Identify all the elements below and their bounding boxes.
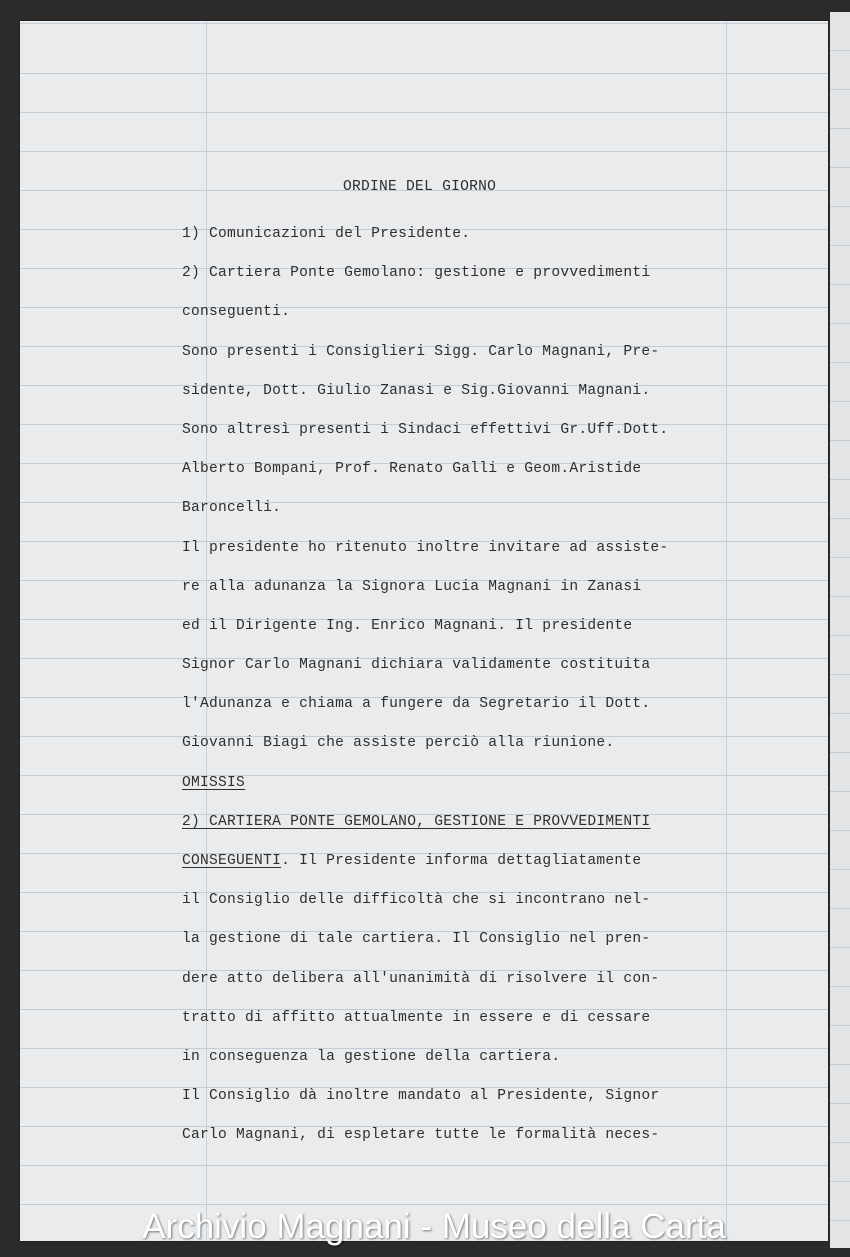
text-line: Sono altresì presenti i Sindaci effettivi Gr.Uff.Dott. [182, 421, 669, 438]
text-line: Giovanni Biagi che assiste perciò alla riunione. [182, 735, 615, 752]
adjacent-page-edge [830, 12, 850, 1248]
text-line: l'Adunanza e chiama a fungere da Segretario il Dott. [182, 696, 651, 713]
text-line: sidente, Dott. Giulio Zanasi e Sig.Giovanni Magnani. [182, 382, 651, 399]
text-line: Alberto Bompani, Prof. Renato Galli e Geom.Aristide [182, 461, 642, 478]
text-line: la gestione di tale cartiera. Il Consiglio nel pren- [182, 931, 651, 948]
omissis-heading: OMISSIS [182, 774, 246, 791]
text-line: Il Consiglio dà inoltre mandato al Presidente, Signor [182, 1088, 660, 1105]
document-title: ORDINE DEL GIORNO [343, 179, 497, 195]
text-line: dere atto delibera all'unanimità di risolvere il con- [182, 970, 660, 987]
text-line: 1) Comunicazioni del Presidente. [182, 226, 471, 242]
text-line: il Consiglio delle difficoltà che si incontrano nel- [182, 892, 651, 909]
text-line: Carlo Magnani, di espletare tutte le formalità neces- [182, 1127, 660, 1144]
archive-watermark: Archivio Magnani - Museo della Carta [142, 1207, 726, 1246]
text-line: Sono presenti i Consiglieri Sigg. Carlo Magnani, Pre- [182, 343, 660, 360]
text-line: 2) Cartiera Ponte Gemolano: gestione e provvedimenti [182, 265, 651, 282]
text-line: in conseguenza la gestione della cartiera. [182, 1048, 561, 1065]
text-line: tratto di affitto attualmente in essere e di cessare [182, 1009, 651, 1026]
text-line: Baroncelli. [182, 500, 282, 517]
typed-text-block [182, 176, 742, 1156]
text-line: Signor Carlo Magnani dichiara validamente costituita [182, 657, 651, 674]
text-line: Il presidente ho ritenuto inoltre invitare ad assiste- [182, 539, 669, 556]
text-line: ed il Dirigente Ing. Enrico Magnani. Il presidente [182, 617, 633, 634]
text-line: re alla adunanza la Signora Lucia Magnani in Zanasi [182, 578, 642, 595]
text-line: conseguenti. [182, 304, 291, 321]
section-heading-continued: CONSEGUENTI [182, 853, 282, 869]
section-heading: 2) CARTIERA PONTE GEMOLANO, GESTIONE E PROVVEDIMENTI [182, 813, 651, 830]
text-line [182, 842, 742, 881]
text-fragment: . Il Presidente informa dettagliatamente [281, 853, 642, 869]
